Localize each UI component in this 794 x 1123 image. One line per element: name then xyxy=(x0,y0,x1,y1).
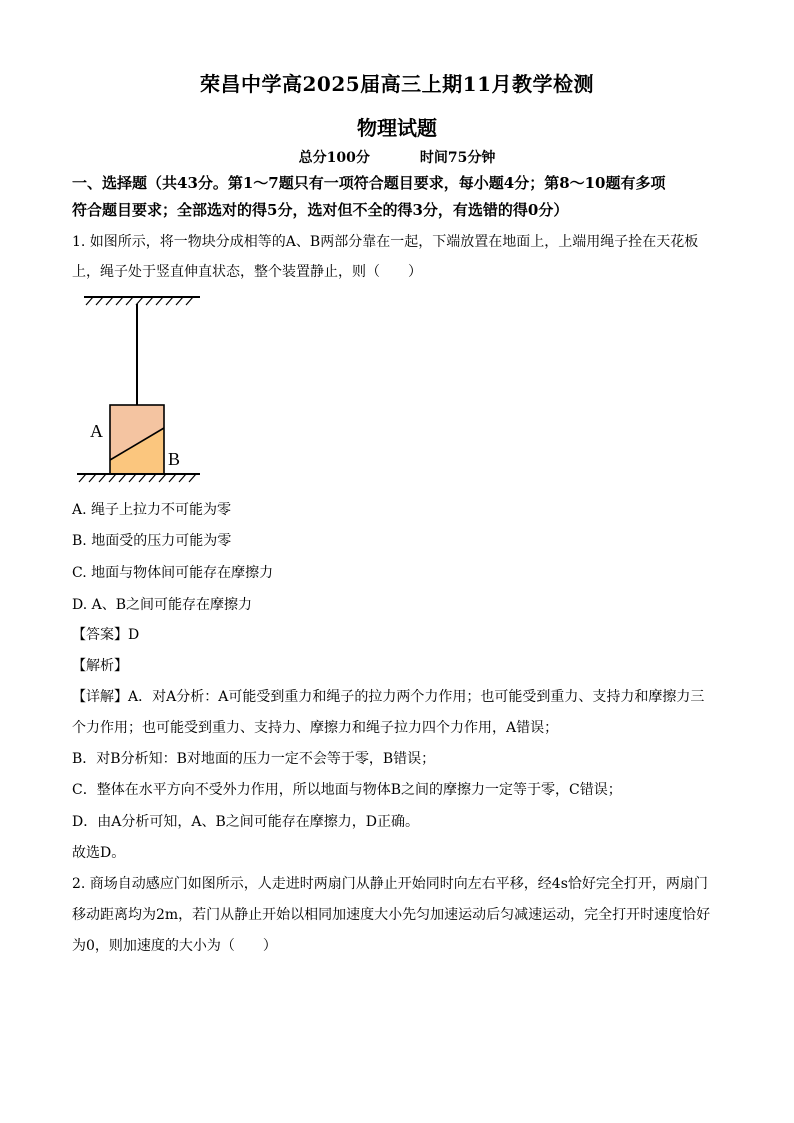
q1-detail-line2: 个力作用；也可能受到重力、支持力、摩擦力和绳子拉力四个力作用，A错误； xyxy=(72,720,559,736)
label-a: A xyxy=(90,421,103,441)
q1-stem-line1: 1. 如图所示，将一物块分成相等的A、B两部分靠在一起，下端放置在地面上，上端用绳子拴在天花板 xyxy=(72,234,699,250)
subject-title: 物理试题 xyxy=(357,116,437,140)
q1-analysis-label: 【解析】 xyxy=(72,658,128,674)
q2-stem-line2: 移动距离均为2m，若门从静止开始以相同加速度大小先匀加速运动后匀减速运动，完全打开时速度恰好 xyxy=(72,907,711,923)
q1-option-d: D. A、B之间可能存在摩擦力 xyxy=(72,597,253,613)
q1-detail-c: C．整体在水平方向不受外力作用，所以地面与物体B之间的摩擦力一定等于零，C错误； xyxy=(72,782,622,798)
label-b: B xyxy=(168,449,181,469)
q1-diagram xyxy=(72,285,212,485)
q2-stem-line3: 为0，则加速度的大小为（ ） xyxy=(72,938,277,954)
q1-detail-d: D．由A分析可知，A、B之间可能存在摩擦力，D正确。 xyxy=(72,814,419,830)
ground-hatch xyxy=(77,474,200,482)
q1-option-c: C. 地面与物体间可能存在摩擦力 xyxy=(72,565,274,581)
exam-time: 时间75分钟 xyxy=(419,150,496,166)
exam-title: 荣昌中学高2025届高三上期11月教学检测 xyxy=(200,72,594,96)
q1-stem-line2: 上，绳子处于竖直伸直状态，整个装置静止，则（ ） xyxy=(72,264,422,280)
section-heading-line2: 符合题目要求；全部选对的得5分，选对但不全的得3分，有选错的得0分） xyxy=(72,201,569,219)
q2-stem-line1: 2. 商场自动感应门如图所示，人走进时两扇门从静止开始同时向左右平移，经4s恰好完全打开，两扇门 xyxy=(72,876,708,892)
q1-detail-b: B．对B分析知：B对地面的压力一定不会等于零，B错误； xyxy=(72,751,436,767)
q1-detail-line1: 【详解】A．对A分析：A可能受到重力和绳子的拉力两个力作用；也可能受到重力、支持力和摩擦力三 xyxy=(72,689,705,705)
q1-option-b: B. 地面受的压力可能为零 xyxy=(72,533,232,549)
q1-option-a: A. 绳子上拉力不可能为零 xyxy=(72,502,232,518)
section-heading-line1: 一、选择题（共43分。第1～7题只有一项符合题目要求，每小题4分；第8～10题有多项 xyxy=(72,174,666,192)
exam-meta xyxy=(0,147,794,167)
q1-conclusion: 故选D。 xyxy=(72,845,126,861)
q1-answer: 【答案】D xyxy=(72,627,140,643)
ceiling-hatch xyxy=(84,297,200,305)
total-score: 总分100分 xyxy=(298,150,370,166)
